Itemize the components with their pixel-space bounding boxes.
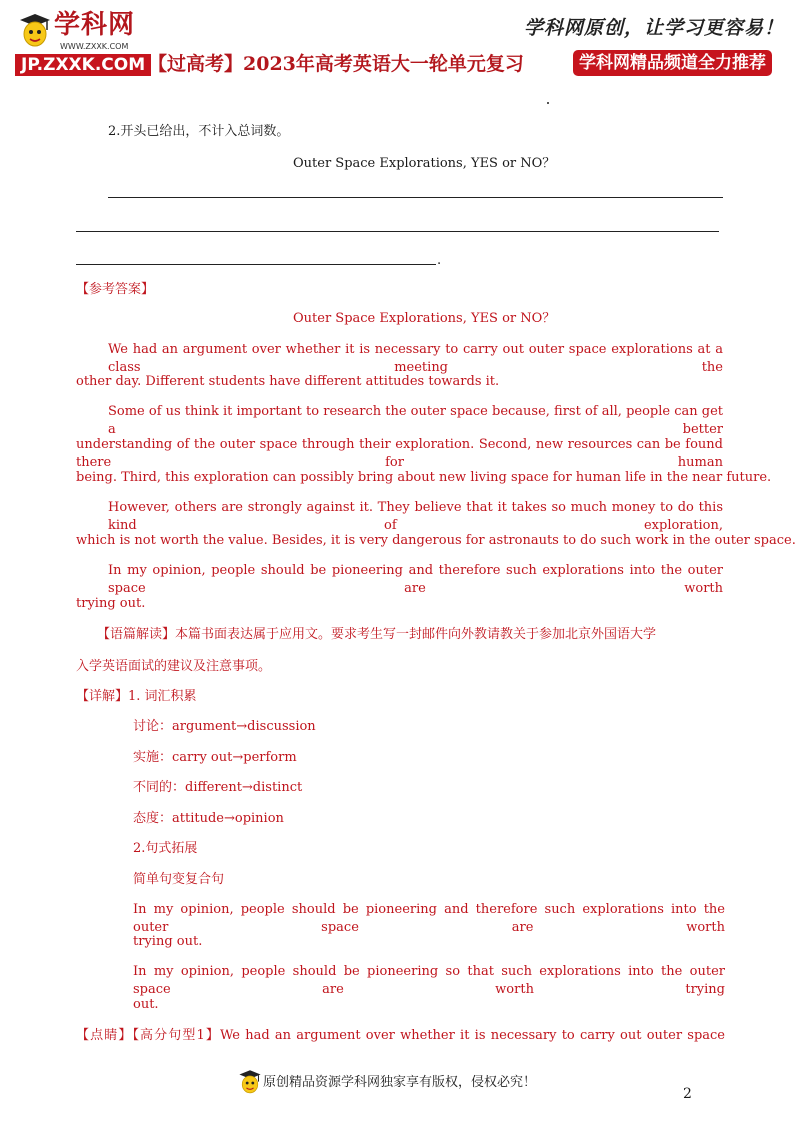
example-sentence: out. bbox=[133, 997, 159, 1012]
answer-line: understanding of the outer space through their exploration. Second, new resources can be found there for human bbox=[76, 437, 723, 470]
logo-url: WWW.ZXXK.COM bbox=[60, 42, 129, 51]
pattern-subheading: 简单句变复合句 bbox=[133, 872, 225, 887]
answer-line: which is not worth the value. Besides, it is very dangerous for astronauts to do such work in the outer space. bbox=[76, 533, 796, 548]
answer-blank-line-2 bbox=[76, 231, 719, 232]
answer-line: We had an argument over whether it is necessary to carry out outer space explorations at a class meeting the bbox=[108, 342, 723, 375]
channel-badge[interactable]: 学科网精品频道全力推荐 bbox=[573, 50, 772, 76]
answer-line: In my opinion, people should be pioneering and therefore such explorations into the outer space are worth bbox=[108, 563, 723, 596]
task-note: 2.开头已给出，不计入总词数。 bbox=[108, 124, 290, 139]
answer-line: being. Third, this exploration can possibly bring about new living space for human life in the near future. bbox=[76, 470, 772, 485]
example-sentence: In my opinion, people should be pioneering and therefore such explorations into the outer space are worth bbox=[133, 902, 725, 935]
answer-line: trying out. bbox=[76, 596, 146, 611]
answer-line: other day. Different students have different attitudes towards it. bbox=[76, 374, 500, 389]
essay-title: Outer Space Explorations, YES or NO？ bbox=[293, 156, 556, 171]
pattern-heading: 2.句式拓展 bbox=[133, 841, 198, 856]
jp-site-badge[interactable]: JP.ZXXK.COM bbox=[15, 54, 151, 76]
answer-label: 【参考答案】 bbox=[76, 282, 155, 297]
page-number: 2 bbox=[683, 1086, 692, 1102]
site-logo[interactable] bbox=[14, 10, 164, 50]
detail-label: 【详解】1. 词汇积累 bbox=[76, 689, 197, 704]
reading-analysis: 【语篇解读】本篇书面表达属于应用文。要求考生写一封邮件向外教请教关于参加北京外国语大学 bbox=[97, 627, 657, 642]
vocab-item: 讨论：argument→discussion bbox=[133, 719, 316, 734]
example-sentence: In my opinion, people should be pioneering so that such explorations into the outer space are worth trying bbox=[133, 964, 725, 997]
logo-text: 学科网 bbox=[54, 10, 136, 40]
answer-blank-line-1 bbox=[108, 197, 723, 198]
answer-blank-line-3 bbox=[76, 264, 436, 265]
highlight-sentence: 【点睛】【高分句型1】We had an argument over whether it is necessary to carry out outer space bbox=[76, 1028, 725, 1043]
answer-line: Some of us think it important to research the outer space because, first of all, people can get a better bbox=[108, 404, 723, 437]
banner-title: 【过高考】2023年高考英语大一轮单元复习 bbox=[148, 53, 524, 75]
vocab-item: 实施：carry out→perform bbox=[133, 750, 297, 765]
vocab-item: 态度：attitude→opinion bbox=[133, 811, 284, 826]
blank-end-period: . bbox=[437, 253, 442, 268]
mascot-icon bbox=[18, 12, 52, 52]
vocab-item: 不同的：different→distinct bbox=[133, 780, 303, 795]
header-dot bbox=[547, 102, 549, 104]
reading-analysis-cont: 入学英语面试的建议及注意事项。 bbox=[76, 659, 272, 674]
footer-copyright: 原创精品资源学科网独家享有版权，侵权必究！ bbox=[263, 1075, 537, 1090]
answer-title: Outer Space Explorations, YES or NO？ bbox=[293, 311, 556, 326]
example-sentence: trying out. bbox=[133, 934, 203, 949]
slogan: 学科网原创，让学习更容易！ bbox=[523, 17, 784, 39]
answer-line: However, others are strongly against it. They believe that it takes so much money to do this kind of exploration, bbox=[108, 500, 723, 533]
mascot-icon bbox=[238, 1068, 262, 1098]
